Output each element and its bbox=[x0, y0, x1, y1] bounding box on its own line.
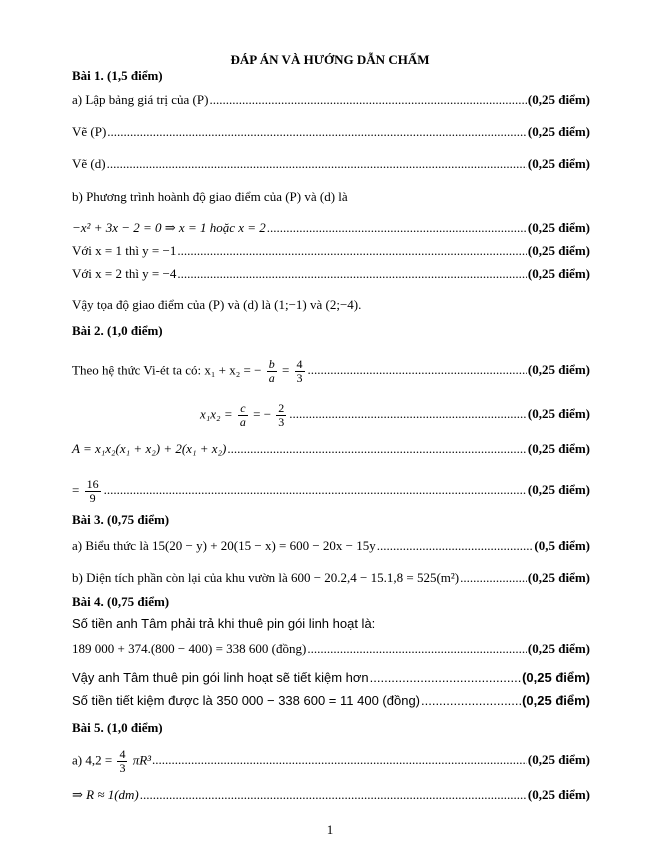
equation bbox=[72, 358, 307, 385]
equation: 189 000 + 374.(800 − 400) = 338 600 (đồng) bbox=[72, 641, 307, 656]
answer-row bbox=[72, 570, 590, 586]
answer-text: a) Biểu thức là 15(20 − y) + 20(15 − x) = 600 − 20x − 15y bbox=[72, 538, 376, 553]
score-label: (0,25 điểm) bbox=[527, 752, 590, 768]
section-heading-bai4: Bài 4. (0,75 điểm) bbox=[72, 594, 170, 609]
dot-leader bbox=[308, 362, 527, 378]
answer-row bbox=[72, 358, 590, 385]
denominator: 3 bbox=[296, 371, 303, 385]
equation-text: a) 4,2 = bbox=[72, 752, 113, 768]
dot-leader bbox=[104, 482, 527, 498]
answer-text: b) Phương trình hoành độ giao điểm của (P) và (d) là bbox=[72, 189, 348, 204]
section-heading-bai3: Bài 3. (0,75 điểm) bbox=[72, 512, 170, 527]
score-label: (0,25 điểm) bbox=[522, 693, 590, 708]
score-label: (0,25 điểm) bbox=[527, 243, 590, 258]
score-label: (0,25 điểm) bbox=[527, 156, 590, 171]
answer-text: Vẽ (d) bbox=[72, 156, 106, 171]
answer-text: a) Lập bảng giá trị của (P) bbox=[72, 92, 209, 107]
answer-row bbox=[72, 693, 590, 709]
fraction bbox=[85, 478, 101, 505]
dot-leader bbox=[209, 92, 526, 108]
answer-row bbox=[72, 478, 590, 505]
numerator: 4 bbox=[296, 357, 303, 371]
answer-text: Vẽ (P) bbox=[72, 124, 107, 139]
equation: A = x₁x₂(x₁ + x₂) + 2(x₁ + x₂) bbox=[72, 441, 227, 456]
answer-row bbox=[72, 538, 590, 554]
dot-leader bbox=[177, 266, 527, 282]
equation bbox=[72, 478, 103, 505]
numerator: b bbox=[268, 357, 275, 371]
answer-row bbox=[72, 748, 590, 775]
equals-sign: = bbox=[281, 362, 290, 378]
answer-row bbox=[72, 220, 590, 236]
score-label: (0,25 điểm) bbox=[527, 92, 590, 107]
answer-row bbox=[72, 787, 590, 803]
answer-row bbox=[72, 266, 590, 282]
page-number: 1 bbox=[326, 822, 334, 837]
score-label: (0,25 điểm) bbox=[527, 266, 590, 281]
numerator: 16 bbox=[86, 477, 99, 491]
equation bbox=[200, 402, 288, 429]
score-label: (0,25 điểm) bbox=[527, 787, 590, 802]
answer-row bbox=[72, 156, 590, 172]
denominator: 3 bbox=[278, 415, 285, 429]
denominator: a bbox=[268, 371, 275, 385]
denominator: 3 bbox=[119, 761, 126, 775]
score-label: (0,25 điểm) bbox=[527, 124, 590, 139]
page-title: ĐÁP ÁN VÀ HƯỚNG DẪN CHẤM bbox=[230, 52, 430, 67]
dot-leader bbox=[107, 124, 527, 140]
dot-leader bbox=[267, 220, 527, 236]
dot-leader bbox=[227, 441, 527, 457]
dot-leader bbox=[289, 406, 527, 422]
section-heading-bai1: Bài 1. (1,5 điểm) bbox=[72, 68, 163, 83]
equation: −x² + 3x − 2 = 0 ⇒ x = 1 hoặc x = 2 bbox=[72, 220, 266, 235]
equation: Với x = 2 thì y = −4 bbox=[72, 266, 177, 281]
section-heading-bai5: Bài 5. (1,0 điểm) bbox=[72, 720, 163, 735]
answer-row bbox=[72, 124, 590, 140]
answer-text: Vậy anh Tâm thuê pin gói linh hoạt sẽ tiết kiệm hơn bbox=[72, 670, 369, 685]
equation: Với x = 1 thì y = −1 bbox=[72, 243, 177, 258]
numerator: c bbox=[240, 401, 246, 415]
score-label: (0,25 điểm) bbox=[527, 482, 590, 498]
answer-text: Số tiền tiết kiệm được là 350 000 − 338 600 = 11 400 (đồng) bbox=[72, 693, 420, 708]
fraction bbox=[117, 748, 127, 775]
section-heading-bai2: Bài 2. (1,0 điểm) bbox=[72, 323, 163, 338]
numerator: 4 bbox=[119, 747, 126, 761]
answer-text: Số tiền anh Tâm phải trả khi thuê pin gói linh hoạt là: bbox=[72, 616, 376, 631]
answer-row bbox=[72, 670, 590, 686]
answer-row bbox=[72, 243, 590, 259]
dot-leader bbox=[460, 570, 527, 586]
equation-text: x₁x₂ = bbox=[200, 406, 233, 422]
dot-leader bbox=[370, 670, 521, 686]
answer-row bbox=[72, 641, 590, 657]
fraction bbox=[267, 358, 277, 385]
score-label: (0,25 điểm) bbox=[527, 362, 590, 378]
dot-leader bbox=[177, 243, 527, 259]
score-label: (0,5 điểm) bbox=[534, 538, 590, 553]
equation: ⇒ R ≈ 1(dm) bbox=[72, 787, 139, 802]
fraction bbox=[238, 402, 248, 429]
dot-leader bbox=[152, 752, 527, 768]
denominator: 9 bbox=[89, 491, 96, 505]
denominator: a bbox=[239, 415, 246, 429]
dot-leader bbox=[140, 787, 527, 803]
fraction bbox=[276, 402, 286, 429]
answer-text: b) Diện tích phần còn lại của khu vườn là 600 − 20.2,4 − 15.1,8 = 525(m²) bbox=[72, 570, 460, 585]
answer-row bbox=[72, 441, 590, 457]
equation-text: πR³ bbox=[132, 752, 152, 768]
answer-row bbox=[200, 402, 590, 429]
score-label: (0,25 điểm) bbox=[527, 220, 590, 235]
score-label: (0,25 điểm) bbox=[527, 441, 590, 456]
dot-leader bbox=[107, 156, 527, 172]
numerator: 2 bbox=[278, 401, 285, 415]
equals-sign: = bbox=[72, 482, 80, 498]
score-label: (0,25 điểm) bbox=[527, 641, 590, 656]
score-label: (0,25 điểm) bbox=[527, 406, 590, 422]
score-label: (0,25 điểm) bbox=[527, 570, 590, 585]
score-label: (0,25 điểm) bbox=[522, 670, 590, 685]
equation-text: Theo hệ thức Vi-ét ta có: x₁ + x₂ = − bbox=[72, 362, 262, 378]
conclusion: Vậy tọa độ giao điểm của (P) và (d) là (1;−1) và (2;−4). bbox=[72, 297, 362, 312]
dot-leader bbox=[421, 693, 521, 709]
dot-leader bbox=[377, 538, 534, 554]
answer-row bbox=[72, 92, 590, 108]
dot-leader bbox=[307, 641, 527, 657]
equals-sign: = − bbox=[253, 406, 272, 422]
equation bbox=[72, 748, 151, 775]
fraction bbox=[295, 358, 305, 385]
